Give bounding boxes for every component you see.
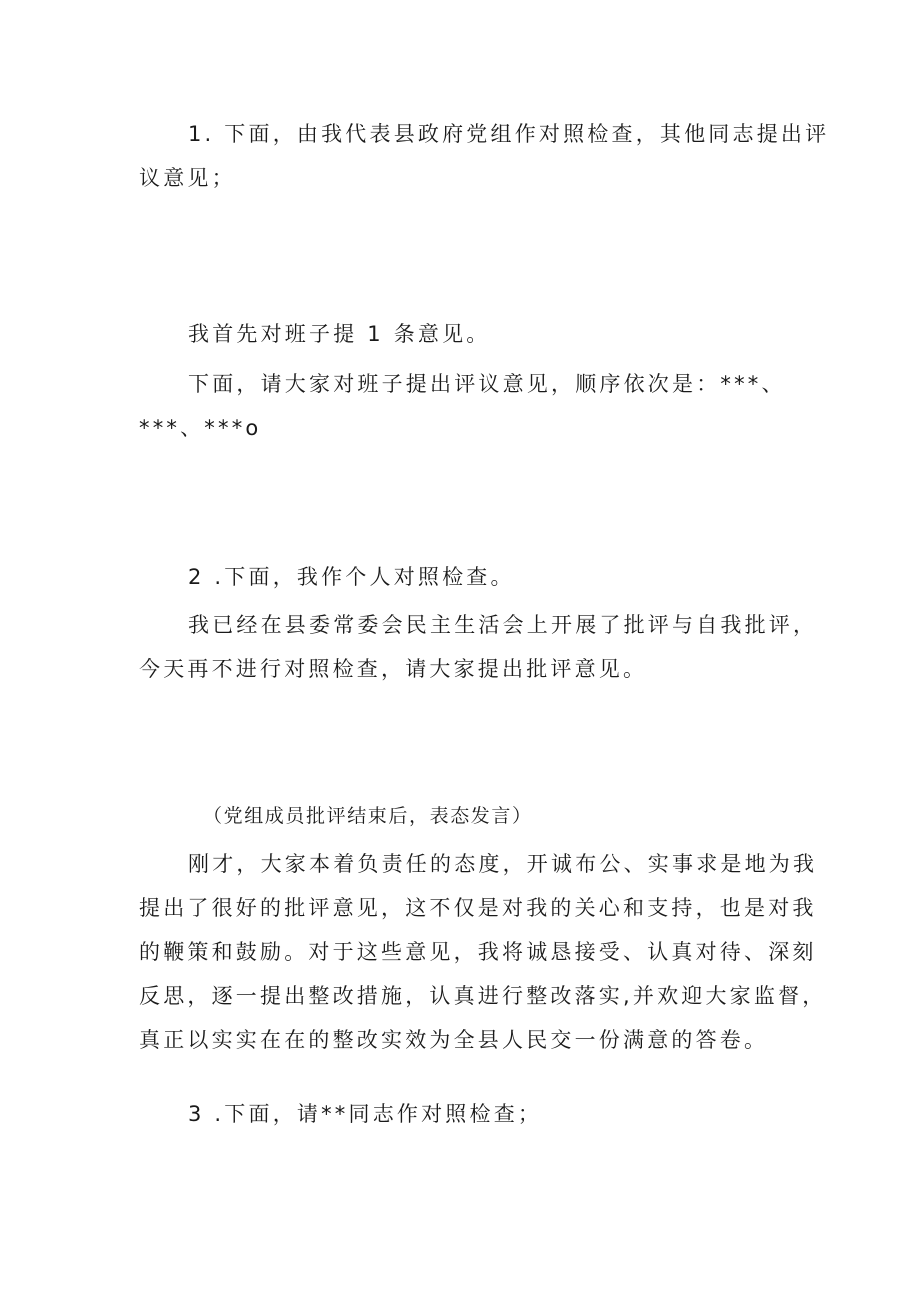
paragraph-line: 我已经在县委常委会民主生活会上开展了批评与自我批评，: [188, 613, 818, 637]
paragraph-review-order: [139, 362, 786, 450]
paragraph-line: 1. 下面，由我代表县政府党组作对照检查，其他同志提出评: [188, 122, 830, 146]
paragraph-self-criticism: [139, 603, 818, 691]
paragraph-line: 议意见；: [139, 166, 236, 190]
paragraph-item-3: [188, 1092, 542, 1136]
paragraph-line: 我首先对班子提 1 条意见。: [188, 322, 491, 346]
paragraph-response: [139, 842, 827, 1062]
paragraph-line: 反思，逐一提出整改措施，认真进行整改落实,并欢迎大家监督，: [139, 984, 827, 1008]
paragraph-stage-direction: [203, 794, 533, 838]
paragraph-item-2: [188, 555, 515, 599]
paragraph-line: （党组成员批评结束后，表态发言）: [203, 805, 533, 827]
paragraph-line: 下面，请大家对班子提出评议意见，顺序依次是：***、: [188, 372, 786, 396]
paragraph-line: 刚才，大家本着负责任的态度，开诚布公、实事求是地为我: [188, 852, 818, 876]
paragraph-own-opinion: [188, 312, 491, 356]
paragraph-line: 3 .下面，请**同志作对照检查；: [188, 1102, 543, 1126]
paragraph-line: 的鞭策和鼓励。对于这些意见，我将诚恳接受、认真对待、深刻: [139, 940, 817, 964]
paragraph-line: ***、***o: [139, 416, 262, 440]
paragraph-line: 2 .下面，我作个人对照检查。: [188, 565, 515, 589]
paragraph-item-1: [139, 112, 830, 200]
paragraph-line: 真正以实实在在的整改实效为全县人民交一份满意的答卷。: [139, 1028, 769, 1052]
paragraph-line: 今天再不进行对照检查，请大家提出批评意见。: [139, 657, 648, 681]
paragraph-line: 提出了很好的批评意见，这不仅是对我的关心和支持，也是对我: [139, 896, 817, 920]
